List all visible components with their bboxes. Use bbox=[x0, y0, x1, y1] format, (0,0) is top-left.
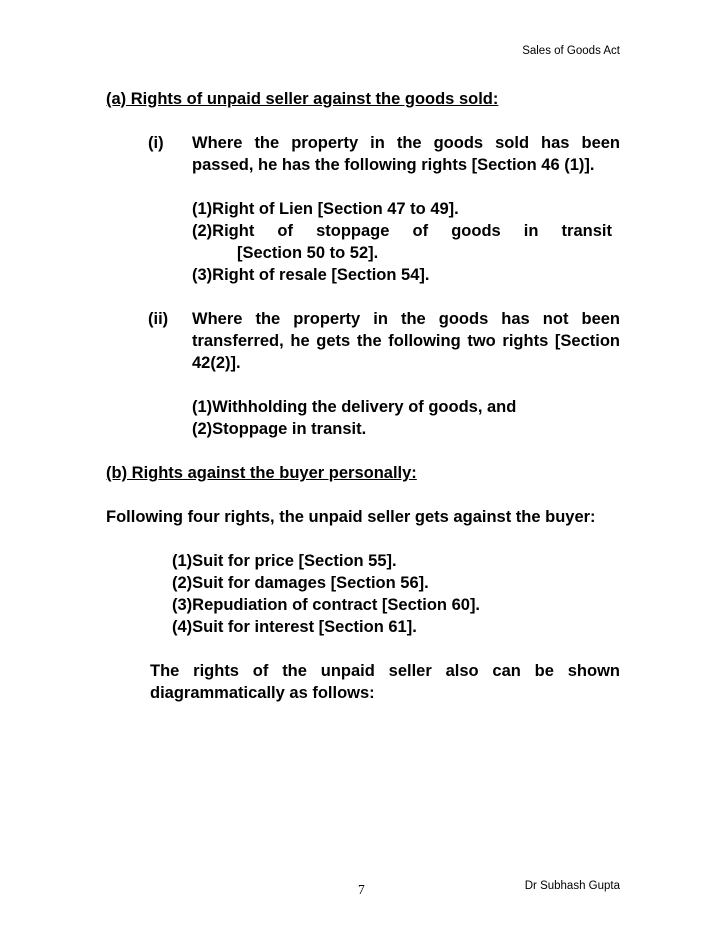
page-number: 7 bbox=[358, 882, 365, 897]
list-item: (3)Repudiation of contract [Section 60]. bbox=[172, 596, 481, 614]
page-content bbox=[106, 88, 620, 704]
running-header: Sales of Goods Act bbox=[522, 45, 620, 57]
list-item: (4)Suit for interest [Section 61]. bbox=[172, 618, 417, 636]
section-a-item-i bbox=[106, 132, 620, 286]
closing-paragraph bbox=[106, 660, 620, 704]
item-text: Where the property in the goods has not been transferred, he gets the following two rights [Section 42(2)]. bbox=[192, 310, 620, 372]
list-item: (2)Suit for damages [Section 56]. bbox=[172, 574, 429, 592]
section-b-intro: Following four rights, the unpaid seller gets against the buyer: bbox=[106, 508, 596, 526]
item-label: (ii) bbox=[148, 310, 169, 328]
footer-author: Dr Subhash Gupta bbox=[524, 880, 620, 892]
item-text: Where the property in the goods sold has been passed, he has the following rights [Section 46 (1)]. bbox=[192, 134, 620, 174]
sublist-entry: (2)Stoppage in transit. bbox=[192, 420, 367, 438]
sublist-entry: (2)Right of stoppage of goods in transit bbox=[192, 222, 612, 240]
section-b-heading: (b) Rights against the buyer personally: bbox=[106, 464, 417, 482]
closing-text: The rights of the unpaid seller also can be shown diagrammatically as follows: bbox=[150, 662, 620, 702]
buyer-rights-list bbox=[106, 550, 620, 638]
item-label: (i) bbox=[148, 134, 164, 152]
sublist-entry: (1)Right of Lien [Section 47 to 49]. bbox=[192, 200, 459, 218]
list-item: (1)Suit for price [Section 55]. bbox=[172, 552, 397, 570]
section-a-item-ii bbox=[106, 308, 620, 440]
sublist-entry: (3)Right of resale [Section 54]. bbox=[192, 266, 430, 284]
item-sublist bbox=[192, 198, 620, 286]
sublist-entry-continued: [Section 50 to 52]. bbox=[237, 244, 379, 262]
sublist-entry: (1)Withholding the delivery of goods, and bbox=[192, 398, 517, 416]
item-sublist bbox=[192, 396, 620, 440]
section-a-heading: (a) Rights of unpaid seller against the goods sold: bbox=[106, 90, 499, 108]
